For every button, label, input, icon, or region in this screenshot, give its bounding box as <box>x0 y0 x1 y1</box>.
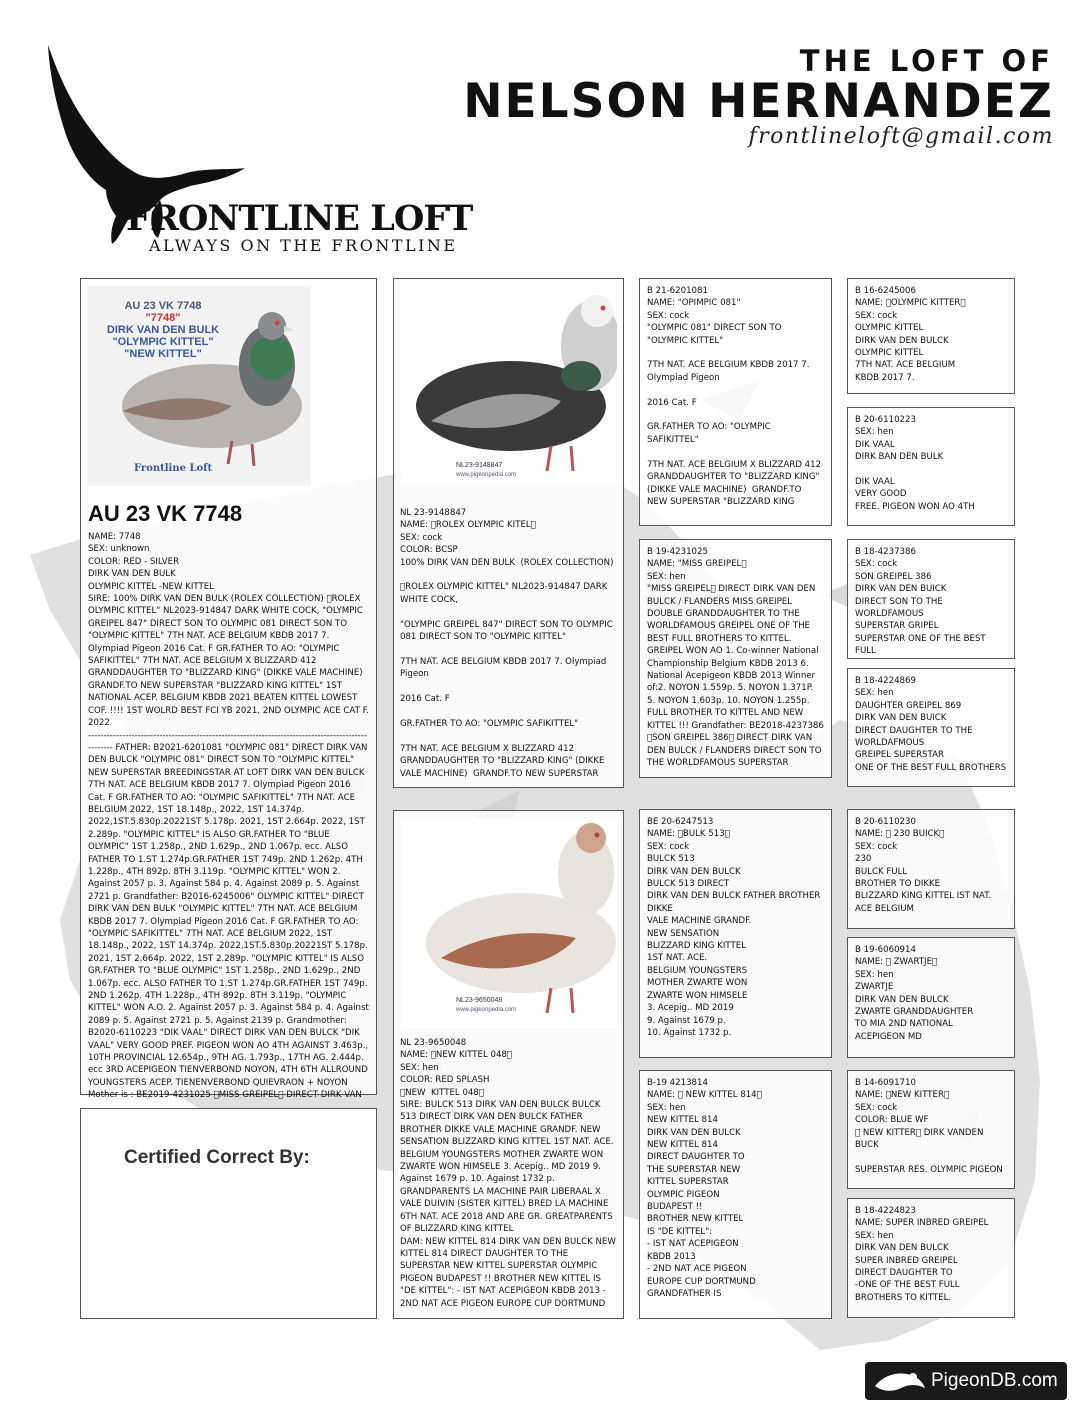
photo-loft-label: Frontline Loft <box>134 463 213 474</box>
dam-card <box>393 810 624 1319</box>
pigeondb-logo-icon <box>873 1368 927 1394</box>
main-bird-details: NAME: 7748 SEX: unknown COLOR: RED - SILVER DIRK VAN DEN BULK OLYMPIC KITTEL -NEW KITTEL SIRE: 100% DIRK VAN DEN BULK (ROLEX COLLECTION) ROLEX OLYMPIC KITTEL" NL2023-914847 DARK WHITE COCK, "OLYMPIC GREIPEL 847" DIRECT SON TO OLYMPIC 081 DIRECT SON TO "OLYMPIC KITTEL" 7TH NAT. ACE BELGIUM KBDB 2017 7. Olympiad Pigeon 2016 Cat. F GR.FATHER TO AO: "OLYMPIC SAFIKITTEL" 7TH NAT. ACE BELGIUM X BLIZZARD 412 GRANDDAUGHTER TO "BLIZZARD KING" (DIKKE VALE MACHINE) GRANDF.TO NEW SUPERSTAR "BLIZZARD KING KITTEL" 1ST NATIONAL ACEP. BELGIUM KBDB 2021 BEATEN KITTEL LOWEST COF. !!!! 1ST WOLRD BEST FCI YB 2021, 2ND OLYMPIC ACE CAT F. 2022 -------------------------------------------------------------------------------------------------- FATHER: B2021-6201081 "OLYMPIC 081" DIRECT DIRK VAN DEN BULCK "OLYMPIC 081" DIRECT SON TO "OLYMPIC KITTEL" NEW SUPERSTAR BREEDINGSTAR AT LOFT DIRK VAN DEN BULCK 7TH NAT. ACE BELGIUM KBDB 2017 7. Olympiad Pigeon 2016 Cat. F GR.FATHER TO AO: "OLYMPIC SAFIKITTEL" 7TH NAT. ACE BELGIUM 2022, 1ST 18.148p., 2022, 1ST 14.374p. 2022,1ST.5.830p.20221ST 5.178p. 2021, 1ST 2.664p. 2022, 1ST 2.289p. "OLYMPIC KITTEL" IS ALSO GR.FATHER TO "BLUE OLYMPIC" 1ST 1.258p., 2ND 1.629p., 2ND 1.067p. ecc. ALSO FATHER TO 1.ST 1.274p.GR.FATHER 1ST 749p. 2ND 1.262p. 4TH 1.228p., 4TH 892p. 8TH 3.119p. "OLYMPIC KITTEL" WON 2. Against 2057 p. 3. Against 584 p. 4. Against 2089 p. 5. Against 2721 p. Grandfather: B2016-6245006" OLYMPIC KITTEL" DIRECT DIRK VAN DEN BULK "OLYMPIC KITTEL" 7TH NAT. ACE BELGIUM KBDB 2017 7. Olympiad Pigeon 2016 Cat. F GR.FATHER TO AO: "OLYMPIC SAFIKITTEL" 7TH NAT. ACE BELGIUM 2022, 1ST 18.148p., 2022, 1ST 14.374p. 2022,1ST.5.830p.20221ST 5.178p. 2021, 1ST 2.664p. 2022, 1ST 2.289p. "OLYMPIC KITTEL" IS ALSO GR.FATHER TO "BLUE OLYMPIC" 1ST 1.258p., 2ND 1.629p., 2ND 1.067p. ecc. ALSO FATHER TO 1.ST 1.274p.GR.FATHER 1ST 749p. 2ND 1.262p. 4TH 1.228p., 4TH 892p. 8TH 3.119p. "OLYMPIC KITTEL" WON A.O. 2. Against 2057 p. 3. Against 584 p. 4. Against 2089 p. 5. Against 2721 p. 5. Against 2139 p. Grandmother: B2020-6110223 "DIK VAAL" DIRECT DIRK VAN DEN BULCK "DIK VAAL" VERY GOOD PREF. PIGEON WON AO 4TH AGAINST 3.463p., 10TH PROVINCIAL 12.654p., 9TH AG. 1.793p., 17TH AG. 2.444p. ecc 3RD ACEPIGEON TIENVERBOND NOYON, 4TH 6TH ALLROUND YOUNGSTERS ACEP. TIENENVERBOND QUIEVRAON + NOYON Mother is : BE2019-4231025 MISS GREIPEL DIRECT DIRK VAN <box>88 532 369 1101</box>
pigeon-photo-icon <box>102 296 317 481</box>
sire-details: NL 23-9148847 NAME: ROLEX OLYMPIC KITEL SEX: cock COLOR: BCSP 100% DIRK VAN DEN BULK (ROLEX COLLECTION) ROLEX OLYMPIC KITTEL" NL2023-914847 DARK WHITE COCK, "OLYMPIC GREIPEL 847" DIRECT SON TO OLYMPIC 081 DIRECT SON TO "OLYMPIC KITTEL" 7TH NAT. ACE BELGIUM KBDB 2017 7. Olympiad Pigeon 2016 Cat. F GR.FATHER TO AO: "OLYMPIC SAFIKITTEL" 7TH NAT. ACE BELGIUM X BLIZZARD 412 GRANDDAUGHTER TO "BLIZZARD KING" (DIKKE VALE MACHINE) GRANDF.TO NEW SUPERSTAR <box>400 508 614 779</box>
loft-brand: FRONTLINE LOFT <box>126 198 473 239</box>
dam-photo-site: www.pigeonpedia.com <box>456 1007 517 1013</box>
certification-box <box>80 1108 377 1319</box>
great-grandparent-card-2: B 20-6110223 SEX: hen DIK VAAL DIRK BAN DEN BULK DIK VAAL VERY GOOD FREE. PIGEON WON AO 4TH <box>847 407 1015 526</box>
grandparent-card-1: B 21-6201081 NAME: "OPIMPIC 081" SEX: cock "OLYMPIC 081" DIRECT SON TO "OLYMPIC KITTEL" 7TH NAT. ACE BELGIUM KBDB 2017 7. Olympiad Pigeon 2016 Cat. F GR.FATHER TO AO: "OLYMPIC SAFIKITTEL" 7TH NAT. ACE BELGIUM X BLIZZARD 412 GRANDDAUGHTER TO "BLIZZARD KING" (DIKKE VALE MACHINE) GRANDF.TO NEW SUPERSTAR "BLIZZARD KING <box>639 278 832 526</box>
owner-email[interactable]: frontlineloft@gmail.com <box>748 124 1054 149</box>
photo-line3-label: "NEW KITTEL" <box>124 348 202 360</box>
pigeondb-badge[interactable] <box>865 1362 1067 1400</box>
photo-line1-label: DIRK VAN DEN BULK <box>106 324 220 336</box>
dam-photo <box>401 818 617 1028</box>
sire-photo <box>401 286 617 486</box>
grandparent-card-4: B-19 4213814 NAME: NEW KITTEL 814 SEX: hen NEW KITTEL 814 DIRK VAN DEN BULCK NEW KITTEL 814 DIRECT DAUGHTER TO THE SUPERSTAR NEW KITTEL SUPERSTAR OLYMPIC PIGEON BUDAPEST !! BROTHER NEW KITTEL IS "DE KITTEL": - IST NAT ACEPIGEON KBDB 2013 - 2ND NAT ACE PIGEON EUROPE CUP DORTMUND GRANDFATHER IS <box>639 1070 832 1319</box>
grandparent-card-2: B 19-4231025 NAME: "MISS GREIPEL SEX: hen "MISS GREIPEL DIRECT DIRK VAN DEN BULCK / FLANDERS MISS GREIPEL DOUBLE GRANDDAUGHTER TO THE WORLDFAMOUS GREIPEL ONE OF THE BEST FULL BROTHERS TO KITTEL. GREIPEL WON AO 1. Co-winner National Championship Belgium KBDB 2013 6. National Acepigeon KBDB 2013 Winner of:2. NOYON 1.559p. 5. NOYON 1.371P. 5. NOYON 1.603p. 10. NOYON 1.255p. FULL BROTHER TO KITTEL AND NEW KITTEL !!! Grandfather: BE2018-4237386 SON GREIPEL 386 DIRECT DIRK VAN DEN BULCK / FLANDERS DIRECT SON TO THE WORLDFAMOUS SUPERSTAR <box>639 539 832 778</box>
dam-details: NL 23-9650048 NAME: NEW KITTEL 048 SEX: hen COLOR: RED SPLASH NEW KITTEL 048 SIRE: BULCK 513 DIRK VAN DEN BULCK BULCK 513 DIRECT DIRK VAN DEN BULCK FATHER BROTHER DIKKE VALE MACHINE GRANDF. NEW SENSATION BLIZZARD KING KITTEL 1ST NAT. ACE. BELGIUM YOUNGSTERS MOTHER ZWARTE WON ZWARTE WON HIMSELE 3. Acepig.. MD 2019 9. Against 1679 p. 10. Against 1732 p. GRANDPARENTS LA MACHINE PAIR LIBERAAL X VALE DUIVIN (SISTER KITTEL) BRED LA MACHINE 6TH NAT. ACE 2018 AND ARE GR. GREATPARENTS OF BLIZZARD KING KITTEL DAM: NEW KITTEL 814 DIRK VAN DEN BULCK NEW KITTEL 814 DIRECT DAUGHTER TO THE SUPERSTAR NEW KITTEL SUPERSTAR OLYMPIC PIGEON BUDAPEST !! BROTHER NEW KITTEL IS "DE KITTEL": - IST NAT ACEPIGEON KBDB 2013 - 2ND NAT ACE PIGEON EUROPE CUP DORTMUND <box>400 1038 616 1309</box>
photo-line2-label: "OLYMPIC KITTEL" <box>112 336 214 348</box>
main-bird-photo <box>88 286 311 486</box>
loft-tagline: ALWAYS ON THE FRONTLINE <box>149 236 458 255</box>
main-bird-card <box>80 278 377 1101</box>
great-grandparent-card-3: B 18-4237386 SEX: cock SON GREIPEL 386 DIRK VAN DEN BUICK DIRECT SON TO THE WORLDFAMOUS SUPERSTAR GRIPEL SUPERSTAR ONE OF THE BEST FULL <box>847 539 1015 659</box>
great-grandparent-card-8: B 18-4224823 NAME: SUPER INBRED GREIPEL SEX: hen DIRK VAN DEN BULCK SUPER INBRED GREIPEL DIRECT DAUGHTER TO -ONE OF THE BEST FULL BROTHERS TO KITTEL. <box>847 1198 1015 1318</box>
great-grandparent-card-7: B 14-6091710 NAME: NEW KITTER SEX: cock COLOR: BLUE WF NEW KITTER DIRK VANDEN BUCK SUPERSTAR RES. OLYMPIC PIGEON <box>847 1070 1015 1189</box>
sire-card <box>393 278 624 788</box>
owner-name: NELSON HERNANDEZ <box>463 74 1054 129</box>
sire-photo-site: www.pigeonpedia.com <box>456 472 517 478</box>
sire-photo-ring: NL23-9148847 <box>456 462 503 469</box>
great-grandparent-card-5: B 20-6110230 NAME: 230 BUICK SEX: cock 230 BULCK FULL BROTHER TO DIKKE BLIZZARD KING KITTEL IST NAT. ACE BELGIUM <box>847 809 1015 929</box>
main-bird-ring: AU 23 VK 7748 <box>88 501 243 526</box>
loft-of-heading: THE LOFT OF <box>799 44 1054 78</box>
great-grandparent-card-1: B 16-6245006 NAME: OLYMPIC KITTER SEX: cock OLYMPIC KITTEL DIRK VAN DEN BULCK OLYMPIC KITTEL 7TH NAT. ACE BELGIUM KBDB 2017 7. <box>847 278 1015 394</box>
dam-photo-ring: NL23-9650048 <box>456 997 503 1004</box>
great-grandparent-card-6: B 19-6060914 NAME: ZWARTJE SEX: hen ZWARTJE DIRK VAN DEN BULCK ZWARTE GRANDDAUGHTER TO MIA 2ND NATIONAL ACEPIGEON MD <box>847 937 1015 1058</box>
pigeondb-label: PigeonDB.com <box>931 1370 1058 1391</box>
grandparent-card-3: BE 20-6247513 NAME: BULK 513 SEX: cock BULCK 513 DIRK VAN DEN BULCK BULCK 513 DIRECT DIRK VAN DEN BULCK FATHER BROTHER DIKKE VALE MACHINE GRANDF. NEW SENSATION BLIZZARD KING KITTEL 1ST NAT. ACE. BELGIUM YOUNGSTERS MOTHER ZWARTE WON ZWARTE WON HIMSELE 3. Acepig.. MD 2019 9. Against 1679 p. 10. Against 1732 p. <box>639 809 832 1058</box>
great-grandparent-card-4: B 18-4224869 SEX: hen DAUGHTER GREIPEL 869 DIRK VAN DEN BUICK DIRECT DAUGHTER TO THE WORLDAFMOUS GREIPEL SUPERSTAR ONE OF THE BEST FULL BROTHERS <box>847 668 1015 787</box>
certification-label: Certified Correct By: <box>124 1147 310 1168</box>
photo-ring-label: AU 23 VK 7748 <box>124 300 202 312</box>
photo-nickname-label: "7748" <box>145 312 181 324</box>
